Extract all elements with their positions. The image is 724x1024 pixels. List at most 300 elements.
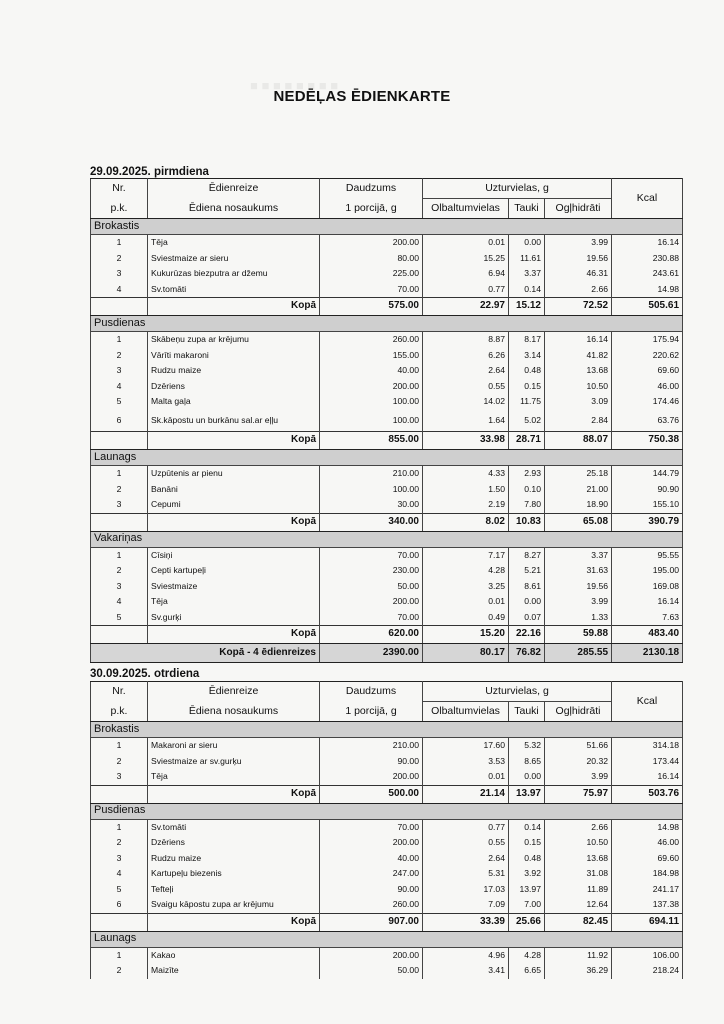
item-number: 1: [91, 819, 148, 835]
subtotal-carbs: 65.08: [545, 513, 612, 531]
subtotal-amount: 907.00: [320, 913, 423, 931]
subtotal-carbs: 82.45: [545, 913, 612, 931]
table-row: [91, 266, 683, 282]
item-carbs: 19.56: [545, 251, 612, 267]
subtotal-spacer: [91, 513, 148, 531]
item-number: 6: [91, 897, 148, 913]
item-protein: 0.01: [423, 769, 509, 785]
daily-total-carbs: 285.55: [545, 644, 612, 663]
item-number: 2: [91, 251, 148, 267]
meal-name: Brokastis: [91, 722, 683, 738]
daily-total-protein: 80.17: [423, 644, 509, 663]
item-fat: 0.15: [509, 835, 545, 851]
item-fat: 0.00: [509, 594, 545, 610]
table-row: [91, 579, 683, 595]
page-title: NEDĒĻAS ĒDIENKARTE: [273, 88, 451, 105]
subtotal-kcal: 483.40: [612, 626, 683, 644]
subtotal-kcal: 694.11: [612, 913, 683, 931]
item-carbs: 19.56: [545, 579, 612, 595]
daily-total-label: Kopā - 4 ēdienreizes: [91, 644, 320, 663]
table-row: [91, 348, 683, 364]
item-kcal: 220.62: [612, 348, 683, 364]
item-number: 3: [91, 579, 148, 595]
item-kcal: 14.98: [612, 819, 683, 835]
meal-name: Pusdienas: [91, 803, 683, 819]
item-fat: 7.80: [509, 497, 545, 513]
item-protein: 0.01: [423, 594, 509, 610]
item-carbs: 36.29: [545, 963, 612, 979]
item-fat: 0.14: [509, 282, 545, 298]
subtotal-row: [91, 913, 683, 931]
table-row: [91, 835, 683, 851]
item-amount: 90.00: [320, 754, 423, 770]
item-number: 2: [91, 963, 148, 979]
item-kcal: 46.00: [612, 379, 683, 395]
subtotal-carbs: 72.52: [545, 298, 612, 316]
item-amount: 50.00: [320, 963, 423, 979]
item-protein: 2.64: [423, 851, 509, 867]
item-amount: 100.00: [320, 482, 423, 498]
table-row: [91, 363, 683, 379]
item-name: Dzēriens: [148, 379, 320, 395]
subtotal-label: Kopā: [148, 513, 320, 531]
table-row: [91, 497, 683, 513]
subtotal-spacer: [91, 913, 148, 931]
item-carbs: 18.90: [545, 497, 612, 513]
item-kcal: 144.79: [612, 466, 683, 482]
header-dish: Ēdiena nosaukums: [148, 702, 320, 722]
item-number: 2: [91, 482, 148, 498]
item-protein: 5.31: [423, 866, 509, 882]
item-protein: 0.55: [423, 379, 509, 395]
item-name: Kartupeļu biezenis: [148, 866, 320, 882]
item-number: 3: [91, 851, 148, 867]
item-carbs: 3.99: [545, 235, 612, 251]
header-protein: Olbaltumvielas: [423, 702, 509, 722]
item-name: Rudzu maize: [148, 851, 320, 867]
header-protein: Olbaltumvielas: [423, 199, 509, 219]
item-name: Vārīti makaroni: [148, 348, 320, 364]
item-protein: 14.02: [423, 394, 509, 410]
item-protein: 4.33: [423, 466, 509, 482]
item-fat: 5.21: [509, 563, 545, 579]
item-kcal: 69.60: [612, 851, 683, 867]
item-amount: 80.00: [320, 251, 423, 267]
subtotal-label: Kopā: [148, 298, 320, 316]
item-fat: 3.37: [509, 266, 545, 282]
subtotal-protein: 8.02: [423, 513, 509, 531]
item-carbs: 46.31: [545, 266, 612, 282]
subtotal-carbs: 59.88: [545, 626, 612, 644]
item-carbs: 11.89: [545, 882, 612, 898]
item-fat: 5.02: [509, 410, 545, 432]
item-fat: 8.65: [509, 754, 545, 770]
item-fat: 4.28: [509, 947, 545, 963]
menu-table-day-1: [90, 178, 683, 663]
header-portion: 1 porcijā, g: [320, 199, 423, 219]
item-amount: 100.00: [320, 410, 423, 432]
table-row: [91, 482, 683, 498]
table-row: [91, 851, 683, 867]
subtotal-spacer: [91, 298, 148, 316]
item-amount: 200.00: [320, 235, 423, 251]
item-carbs: 10.50: [545, 835, 612, 851]
item-amount: 70.00: [320, 282, 423, 298]
item-carbs: 13.68: [545, 363, 612, 379]
item-fat: 3.92: [509, 866, 545, 882]
subtotal-kcal: 503.76: [612, 785, 683, 803]
item-kcal: 69.60: [612, 363, 683, 379]
item-name: Tēja: [148, 769, 320, 785]
item-kcal: 16.14: [612, 235, 683, 251]
meal-section-row: [91, 803, 683, 819]
daily-total-row: [91, 644, 683, 663]
item-carbs: 1.33: [545, 610, 612, 626]
item-amount: 40.00: [320, 363, 423, 379]
item-name: Sviestmaize ar sv.gurķu: [148, 754, 320, 770]
table-row: [91, 282, 683, 298]
item-protein: 8.87: [423, 332, 509, 348]
item-name: Sk.kāpostu un burkānu sal.ar eļļu: [148, 410, 320, 432]
item-name: Sviestmaize: [148, 579, 320, 595]
item-name: Svaigu kāpostu zupa ar krējumu: [148, 897, 320, 913]
item-amount: 260.00: [320, 897, 423, 913]
header-pk: p.k.: [91, 199, 148, 219]
item-number: 6: [91, 410, 148, 432]
subtotal-fat: 28.71: [509, 432, 545, 450]
item-fat: 8.17: [509, 332, 545, 348]
item-carbs: 2.84: [545, 410, 612, 432]
item-protein: 4.96: [423, 947, 509, 963]
subtotal-row: [91, 298, 683, 316]
item-protein: 0.55: [423, 835, 509, 851]
subtotal-row: [91, 432, 683, 450]
item-carbs: 2.66: [545, 819, 612, 835]
meal-section-row: [91, 219, 683, 235]
item-amount: 260.00: [320, 332, 423, 348]
item-kcal: 175.94: [612, 332, 683, 348]
item-name: Kukurūzas biezputra ar džemu: [148, 266, 320, 282]
item-kcal: 155.10: [612, 497, 683, 513]
item-kcal: 241.17: [612, 882, 683, 898]
item-carbs: 11.92: [545, 947, 612, 963]
item-protein: 4.28: [423, 563, 509, 579]
item-kcal: 63.76: [612, 410, 683, 432]
subtotal-kcal: 505.61: [612, 298, 683, 316]
item-carbs: 3.37: [545, 547, 612, 563]
item-fat: 3.14: [509, 348, 545, 364]
item-kcal: 195.00: [612, 563, 683, 579]
table-row: [91, 235, 683, 251]
item-amount: 90.00: [320, 882, 423, 898]
item-amount: 70.00: [320, 610, 423, 626]
table-row: [91, 897, 683, 913]
item-name: Sv.tomāti: [148, 282, 320, 298]
item-kcal: 230.88: [612, 251, 683, 267]
item-kcal: 314.18: [612, 738, 683, 754]
item-kcal: 218.24: [612, 963, 683, 979]
item-fat: 0.00: [509, 769, 545, 785]
item-protein: 7.17: [423, 547, 509, 563]
header-amount: Daudzums: [320, 682, 423, 702]
subtotal-fat: 13.97: [509, 785, 545, 803]
item-name: Tēja: [148, 235, 320, 251]
table-row: [91, 738, 683, 754]
item-name: Skābeņu zupa ar krējumu: [148, 332, 320, 348]
meal-name: Vakariņas: [91, 531, 683, 547]
item-name: Uzpūtenis ar pienu: [148, 466, 320, 482]
item-carbs: 12.64: [545, 897, 612, 913]
table-row: [91, 819, 683, 835]
item-protein: 0.77: [423, 819, 509, 835]
subtotal-protein: 15.20: [423, 626, 509, 644]
item-protein: 6.26: [423, 348, 509, 364]
table-row: [91, 410, 683, 432]
table-row: [91, 594, 683, 610]
item-amount: 100.00: [320, 394, 423, 410]
item-fat: 5.32: [509, 738, 545, 754]
header-fat: Tauki: [509, 199, 545, 219]
daily-total-kcal: 2130.18: [612, 644, 683, 663]
subtotal-label: Kopā: [148, 785, 320, 803]
header-meal: Ēdienreize: [148, 179, 320, 199]
item-amount: 225.00: [320, 266, 423, 282]
item-kcal: 106.00: [612, 947, 683, 963]
table-row: [91, 610, 683, 626]
item-carbs: 21.00: [545, 482, 612, 498]
table-row: [91, 251, 683, 267]
item-name: Sv.tomāti: [148, 819, 320, 835]
table-row: [91, 963, 683, 979]
item-number: 4: [91, 866, 148, 882]
item-carbs: 25.18: [545, 466, 612, 482]
item-number: 5: [91, 882, 148, 898]
item-amount: 200.00: [320, 379, 423, 395]
item-number: 5: [91, 394, 148, 410]
item-amount: 200.00: [320, 947, 423, 963]
item-protein: 17.03: [423, 882, 509, 898]
subtotal-kcal: 390.79: [612, 513, 683, 531]
table-row: [91, 547, 683, 563]
header-nutrients: Uzturvielas, g: [423, 682, 612, 702]
table-row: [91, 563, 683, 579]
daily-total-fat: 76.82: [509, 644, 545, 663]
item-number: 2: [91, 835, 148, 851]
header-kcal: Kcal: [612, 682, 683, 722]
subtotal-fat: 25.66: [509, 913, 545, 931]
item-fat: 6.65: [509, 963, 545, 979]
subtotal-fat: 22.16: [509, 626, 545, 644]
meal-section-row: [91, 722, 683, 738]
item-carbs: 13.68: [545, 851, 612, 867]
item-protein: 6.94: [423, 266, 509, 282]
item-name: Tēja: [148, 594, 320, 610]
header-portion: 1 porcijā, g: [320, 702, 423, 722]
table-row: [91, 754, 683, 770]
item-carbs: 3.09: [545, 394, 612, 410]
item-amount: 230.00: [320, 563, 423, 579]
item-number: 4: [91, 379, 148, 395]
header-fat: Tauki: [509, 702, 545, 722]
item-number: 1: [91, 547, 148, 563]
item-fat: 0.14: [509, 819, 545, 835]
item-number: 2: [91, 348, 148, 364]
item-fat: 0.48: [509, 851, 545, 867]
item-number: 3: [91, 266, 148, 282]
daily-total-amount: 2390.00: [320, 644, 423, 663]
item-protein: 1.64: [423, 410, 509, 432]
item-kcal: 16.14: [612, 769, 683, 785]
subtotal-amount: 340.00: [320, 513, 423, 531]
header-nutrients: Uzturvielas, g: [423, 179, 612, 199]
header-nr: Nr.: [91, 682, 148, 702]
item-fat: 7.00: [509, 897, 545, 913]
table-row: [91, 882, 683, 898]
item-kcal: 243.61: [612, 266, 683, 282]
item-kcal: 169.08: [612, 579, 683, 595]
item-fat: 0.00: [509, 235, 545, 251]
item-amount: 210.00: [320, 466, 423, 482]
meal-section-row: [91, 531, 683, 547]
subtotal-label: Kopā: [148, 432, 320, 450]
meal-section-row: [91, 931, 683, 947]
subtotal-row: [91, 626, 683, 644]
table-row: [91, 466, 683, 482]
subtotal-row: [91, 513, 683, 531]
item-carbs: 31.63: [545, 563, 612, 579]
item-kcal: 14.98: [612, 282, 683, 298]
item-protein: 2.64: [423, 363, 509, 379]
item-carbs: 20.32: [545, 754, 612, 770]
item-name: Cīsiņi: [148, 547, 320, 563]
item-carbs: 31.08: [545, 866, 612, 882]
item-kcal: 95.55: [612, 547, 683, 563]
item-amount: 200.00: [320, 594, 423, 610]
item-protein: 2.19: [423, 497, 509, 513]
item-name: Malta gaļa: [148, 394, 320, 410]
meal-name: Brokastis: [91, 219, 683, 235]
item-kcal: 16.14: [612, 594, 683, 610]
item-fat: 0.07: [509, 610, 545, 626]
header-carbs: Ogļhidrāti: [545, 199, 612, 219]
meal-name: Pusdienas: [91, 316, 683, 332]
item-protein: 0.49: [423, 610, 509, 626]
header-pk: p.k.: [91, 702, 148, 722]
item-kcal: 173.44: [612, 754, 683, 770]
header-dish: Ēdiena nosaukums: [148, 199, 320, 219]
day-heading: 29.09.2025. pirmdiena: [90, 166, 209, 178]
subtotal-kcal: 750.38: [612, 432, 683, 450]
item-amount: 30.00: [320, 497, 423, 513]
item-fat: 8.61: [509, 579, 545, 595]
item-amount: 155.00: [320, 348, 423, 364]
item-fat: 11.61: [509, 251, 545, 267]
item-number: 1: [91, 947, 148, 963]
day-heading: 30.09.2025. otrdiena: [90, 668, 200, 680]
subtotal-carbs: 75.97: [545, 785, 612, 803]
item-fat: 8.27: [509, 547, 545, 563]
subtotal-spacer: [91, 432, 148, 450]
subtotal-spacer: [91, 626, 148, 644]
subtotal-amount: 500.00: [320, 785, 423, 803]
item-amount: 70.00: [320, 547, 423, 563]
item-number: 1: [91, 466, 148, 482]
item-number: 2: [91, 754, 148, 770]
header-amount: Daudzums: [320, 179, 423, 199]
item-protein: 15.25: [423, 251, 509, 267]
item-number: 4: [91, 594, 148, 610]
header-carbs: Ogļhidrāti: [545, 702, 612, 722]
subtotal-amount: 855.00: [320, 432, 423, 450]
item-fat: 2.93: [509, 466, 545, 482]
header-kcal: Kcal: [612, 179, 683, 219]
bleed-through-ghost: ■ ■ ■ ■ ■ ■ ■ ■: [250, 78, 339, 93]
item-name: Maizīte: [148, 963, 320, 979]
table-row: [91, 394, 683, 410]
table-row: [91, 947, 683, 963]
item-name: Dzēriens: [148, 835, 320, 851]
menu-table-day-2: [90, 681, 683, 979]
item-name: Cepumi: [148, 497, 320, 513]
item-carbs: 51.66: [545, 738, 612, 754]
item-kcal: 137.38: [612, 897, 683, 913]
subtotal-protein: 33.98: [423, 432, 509, 450]
item-protein: 17.60: [423, 738, 509, 754]
item-name: Makaroni ar sieru: [148, 738, 320, 754]
subtotal-fat: 10.83: [509, 513, 545, 531]
header-nr: Nr.: [91, 179, 148, 199]
item-name: Kakao: [148, 947, 320, 963]
meal-section-row: [91, 450, 683, 466]
item-protein: 0.77: [423, 282, 509, 298]
item-name: Tefteļi: [148, 882, 320, 898]
item-number: 3: [91, 363, 148, 379]
item-number: 4: [91, 282, 148, 298]
item-name: Cepti kartupeļi: [148, 563, 320, 579]
table-row: [91, 866, 683, 882]
item-fat: 0.48: [509, 363, 545, 379]
item-name: Banāni: [148, 482, 320, 498]
item-amount: 200.00: [320, 769, 423, 785]
item-number: 1: [91, 332, 148, 348]
item-amount: 70.00: [320, 819, 423, 835]
item-amount: 210.00: [320, 738, 423, 754]
subtotal-carbs: 88.07: [545, 432, 612, 450]
item-kcal: 90.90: [612, 482, 683, 498]
item-kcal: 46.00: [612, 835, 683, 851]
item-carbs: 41.82: [545, 348, 612, 364]
item-amount: 200.00: [320, 835, 423, 851]
item-amount: 50.00: [320, 579, 423, 595]
item-kcal: 174.46: [612, 394, 683, 410]
subtotal-protein: 33.39: [423, 913, 509, 931]
item-fat: 0.10: [509, 482, 545, 498]
meal-section-row: [91, 316, 683, 332]
item-name: Sviestmaize ar sieru: [148, 251, 320, 267]
item-protein: 7.09: [423, 897, 509, 913]
item-carbs: 16.14: [545, 332, 612, 348]
item-fat: 11.75: [509, 394, 545, 410]
header-meal: Ēdienreize: [148, 682, 320, 702]
item-name: Rudzu maize: [148, 363, 320, 379]
item-number: 1: [91, 738, 148, 754]
item-protein: 3.41: [423, 963, 509, 979]
item-number: 2: [91, 563, 148, 579]
subtotal-spacer: [91, 785, 148, 803]
item-amount: 247.00: [320, 866, 423, 882]
subtotal-protein: 21.14: [423, 785, 509, 803]
item-carbs: 10.50: [545, 379, 612, 395]
